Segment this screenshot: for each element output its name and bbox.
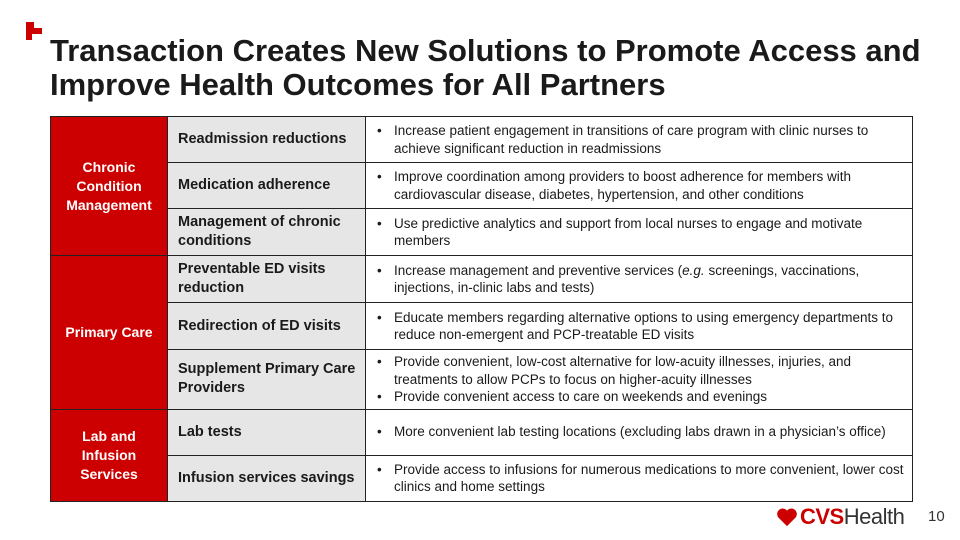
slide-title: Transaction Creates New Solutions to Promote Access and Improve Health Outcomes for All Partners (50, 33, 921, 102)
row-item-label: Medication adherence (168, 163, 366, 209)
category-primary-care: Primary Care (51, 256, 168, 410)
row-description (366, 455, 913, 501)
row-item-label: Supplement Primary Care Providers (168, 350, 366, 410)
bullet-item: • Provide convenient, low-cost alternative for low-acuity illnesses, injuries, and treatments to allow PCPs to focus on higher-acuity illnesses (374, 353, 904, 388)
red-flag-icon (26, 22, 42, 40)
row-description (366, 303, 913, 350)
row-description (366, 163, 913, 209)
row-description (366, 256, 913, 303)
bullet-item: • Provide convenient access to care on weekends and evenings (374, 388, 904, 406)
category-chronic-condition-management: Chronic Condition Management (51, 117, 168, 256)
category-lab-and-infusion-services: Lab and Infusion Services (51, 409, 168, 501)
page-number: 10 (928, 508, 945, 525)
table-row (51, 163, 913, 209)
table-row (51, 455, 913, 501)
bullet-item: • Use predictive analytics and support from local nurses to engage and motivate members (374, 215, 904, 250)
table-row (51, 117, 913, 163)
row-item-label: Preventable ED visits reduction (168, 256, 366, 303)
cvs-health-logo (776, 505, 904, 529)
table-row (51, 350, 913, 410)
table-row (51, 209, 913, 256)
bullet-item: • Improve coordination among providers to boost adherence for members with cardiovascular disease, diabetes, hypertension, and other conditions (374, 168, 904, 203)
solutions-table (50, 116, 913, 502)
row-description (366, 117, 913, 163)
cvs-heart-icon (776, 507, 798, 527)
brand-name-bold: CVS (800, 504, 844, 529)
row-item-label: Readmission reductions (168, 117, 366, 163)
row-item-label: Redirection of ED visits (168, 303, 366, 350)
bullet-item: • Educate members regarding alternative options to using emergency departments to reduce non-emergent and PCP-treatable ED visits (374, 309, 904, 344)
bullet-item: • Increase patient engagement in transitions of care program with clinic nurses to achieve significant reduction in readmissions (374, 122, 904, 157)
row-description (366, 350, 913, 410)
brand-name-regular: Health (843, 504, 905, 529)
row-item-label: Infusion services savings (168, 455, 366, 501)
table-row (51, 303, 913, 350)
table-row (51, 409, 913, 455)
table-row (51, 256, 913, 303)
row-item-label: Management of chronic conditions (168, 209, 366, 256)
row-description (366, 209, 913, 256)
bullet-item: • Provide access to infusions for numerous medications to more convenient, lower cost clinics and home settings (374, 461, 904, 496)
row-description (366, 409, 913, 455)
bullet-item: • Increase management and preventive services (e.g. screenings, vaccinations, injections, in-clinic labs and tests) (374, 262, 904, 297)
row-item-label: Lab tests (168, 409, 366, 455)
bullet-item: • More convenient lab testing locations (excluding labs drawn in a physician’s office) (374, 423, 904, 441)
